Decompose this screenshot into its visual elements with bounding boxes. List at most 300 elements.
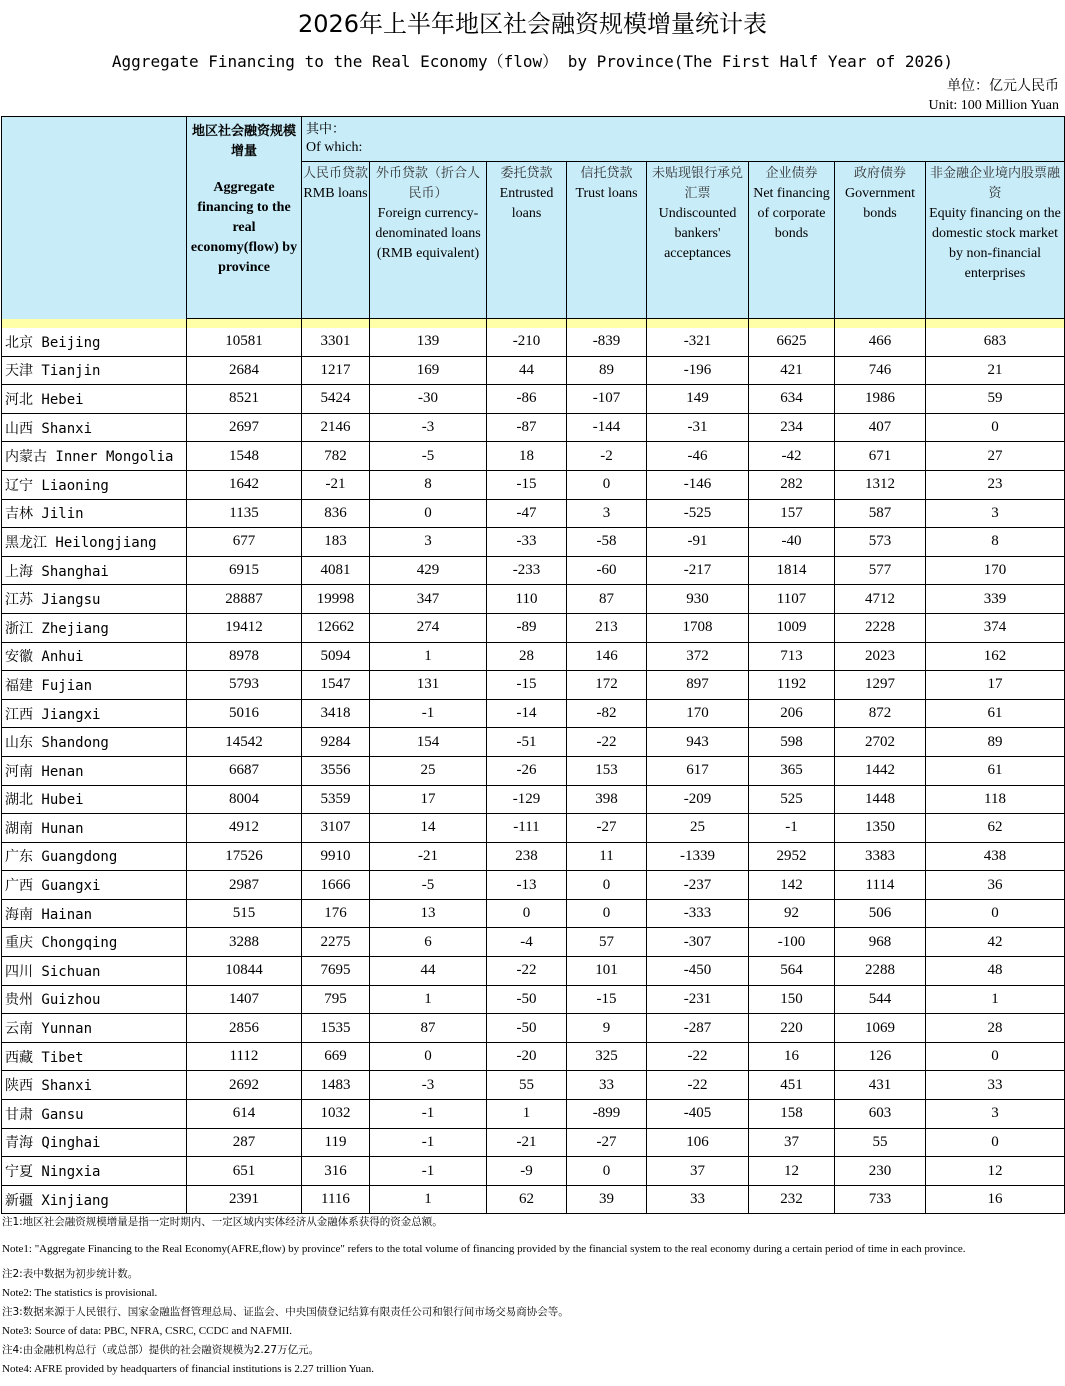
value-cell: -21 [370,842,487,871]
value-cell: 614 [187,1100,302,1129]
value-cell: 795 [302,985,370,1014]
value-cell: -50 [487,985,567,1014]
value-cell: 634 [749,385,835,414]
value-cell: 14542 [187,728,302,757]
value-cell: -1 [749,814,835,843]
value-cell: 16 [749,1042,835,1071]
value-cell: 62 [926,814,1065,843]
note-line: Note3: Source of data: PBC, NFRA, CSRC, CCDC and NAFMII. [2,1325,292,1337]
value-cell: 872 [835,699,926,728]
value-cell: 12 [749,1157,835,1186]
value-cell: -82 [567,699,647,728]
value-cell: 8 [370,470,487,499]
value-cell: 28 [487,642,567,671]
value-cell: 4712 [835,585,926,614]
value-cell: -287 [647,1014,749,1043]
header-aggregate-en: Aggregate financing to the real economy(flow) by province [190,180,298,275]
value-cell: 55 [835,1128,926,1157]
table-row [2,899,1065,928]
value-cell: 25 [370,756,487,785]
value-cell: 2228 [835,613,926,642]
region-name-cell: 辽宁 Liaoning [2,470,187,499]
value-cell: 431 [835,1071,926,1100]
table-row [2,699,1065,728]
value-cell: 943 [647,728,749,757]
value-cell: 3 [370,528,487,557]
value-cell: 36 [926,871,1065,900]
value-cell: 2391 [187,1185,302,1214]
value-cell: -22 [567,728,647,757]
value-cell: 17 [370,785,487,814]
header-column-en: Trust loans [575,186,638,201]
financing-table [1,116,1065,1214]
value-cell: 1069 [835,1014,926,1043]
value-cell: 55 [487,1071,567,1100]
value-cell: 206 [749,699,835,728]
value-cell: -14 [487,699,567,728]
value-cell: 0 [926,899,1065,928]
value-cell: 1642 [187,470,302,499]
value-cell: -89 [487,613,567,642]
value-cell: 0 [567,1157,647,1186]
region-name-cell: 重庆 Chongqing [2,928,187,957]
value-cell: 9 [567,1014,647,1043]
region-name-cell: 贵州 Guizhou [2,985,187,1014]
value-cell: -1 [370,1100,487,1129]
value-cell: 234 [749,413,835,442]
header-column-cn: 信托贷款 [580,166,633,181]
value-cell: 421 [749,356,835,385]
value-cell: 172 [567,671,647,700]
value-cell: -307 [647,928,749,957]
value-cell: 1009 [749,613,835,642]
value-cell: 677 [187,528,302,557]
region-name-cell: 西藏 Tibet [2,1042,187,1071]
value-cell: 37 [647,1157,749,1186]
value-cell: 2697 [187,413,302,442]
table-row [2,442,1065,471]
value-cell: 3383 [835,842,926,871]
header-of-which [302,117,1065,162]
value-cell: 87 [567,585,647,614]
value-cell: 9284 [302,728,370,757]
value-cell: 0 [370,499,487,528]
header-aggregate [187,117,302,319]
value-cell: 48 [926,957,1065,986]
region-name-cell: 甘肃 Gansu [2,1100,187,1129]
value-cell: 836 [302,499,370,528]
value-cell: 232 [749,1185,835,1214]
table-row [2,871,1065,900]
header-column [487,162,567,319]
region-name-cell: 天津 Tianjin [2,356,187,385]
unit-label-cn: 单位：亿元人民币 [947,78,1059,94]
value-cell: -146 [647,470,749,499]
value-cell: -13 [487,871,567,900]
value-cell: 61 [926,756,1065,785]
region-name-cell: 浙江 Zhejiang [2,613,187,642]
value-cell: -9 [487,1157,567,1186]
value-cell: 3556 [302,756,370,785]
value-cell: -217 [647,556,749,585]
value-cell: -26 [487,756,567,785]
table-row [2,928,1065,957]
table-row [2,814,1065,843]
value-cell: 17 [926,671,1065,700]
value-cell: 1814 [749,556,835,585]
value-cell: 1192 [749,671,835,700]
header-column [926,162,1065,319]
value-cell: 13 [370,899,487,928]
value-cell: 274 [370,613,487,642]
value-cell: 5016 [187,699,302,728]
value-cell: 466 [835,328,926,356]
header-column-en: Entrusted loans [499,186,554,221]
value-cell: 5094 [302,642,370,671]
value-cell: 33 [647,1185,749,1214]
value-cell: 617 [647,756,749,785]
table-row [2,356,1065,385]
value-cell: 0 [370,1042,487,1071]
value-cell: 325 [567,1042,647,1071]
value-cell: 126 [835,1042,926,1071]
value-cell: 5793 [187,671,302,700]
header-column-cn: 未贴现银行承兑汇票 [651,166,743,201]
value-cell: -86 [487,385,567,414]
value-cell: 42 [926,928,1065,957]
region-name-cell: 北京 Beijing [2,328,187,356]
table-row [2,842,1065,871]
value-cell: 930 [647,585,749,614]
value-cell: 119 [302,1128,370,1157]
page-title: 2026年上半年地区社会融资规模增量统计表 [297,10,768,38]
table-row [2,985,1065,1014]
value-cell: 154 [370,728,487,757]
value-cell: 0 [926,1042,1065,1071]
value-cell: 0 [567,899,647,928]
value-cell: 515 [187,899,302,928]
value-cell: -58 [567,528,647,557]
region-name-cell: 云南 Yunnan [2,1014,187,1043]
value-cell: 1407 [187,985,302,1014]
value-cell: -27 [567,1128,647,1157]
table-row [2,499,1065,528]
table-row [2,413,1065,442]
region-name-cell: 青海 Qinghai [2,1128,187,1157]
value-cell: 142 [749,871,835,900]
value-cell: -91 [647,528,749,557]
region-name-cell: 新疆 Xinjiang [2,1185,187,1214]
value-cell: 1535 [302,1014,370,1043]
region-name-cell: 湖南 Hunan [2,814,187,843]
value-cell: 1116 [302,1185,370,1214]
value-cell: 598 [749,728,835,757]
value-cell: 2952 [749,842,835,871]
table-row [2,328,1065,356]
value-cell: 2288 [835,957,926,986]
value-cell: 8004 [187,785,302,814]
value-cell: 1708 [647,613,749,642]
value-cell: 213 [567,613,647,642]
value-cell: 1483 [302,1071,370,1100]
value-cell: 603 [835,1100,926,1129]
value-cell: -3 [370,1071,487,1100]
value-cell: 6687 [187,756,302,785]
value-cell: 27 [926,442,1065,471]
region-name-cell: 河南 Henan [2,756,187,785]
value-cell: 1112 [187,1042,302,1071]
value-cell: 110 [487,585,567,614]
value-cell: 139 [370,328,487,356]
region-name-cell: 内蒙古 Inner Mongolia [2,442,187,471]
header-column-en: Government bonds [845,186,915,221]
header-column [567,162,647,319]
value-cell: 0 [567,470,647,499]
value-cell: -405 [647,1100,749,1129]
table-row [2,1157,1065,1186]
header-column [370,162,487,319]
region-name-cell: 吉林 Jilin [2,499,187,528]
region-name-cell: 江西 Jiangxi [2,699,187,728]
value-cell: 1547 [302,671,370,700]
value-cell: -107 [567,385,647,414]
header-column [647,162,749,319]
value-cell: -15 [487,470,567,499]
value-cell: 18 [487,442,567,471]
value-cell: 59 [926,385,1065,414]
value-cell: -51 [487,728,567,757]
value-cell: 733 [835,1185,926,1214]
region-name-cell: 山西 Shanxi [2,413,187,442]
value-cell: 238 [487,842,567,871]
value-cell: 131 [370,671,487,700]
header-column-cn: 政府债券 [853,166,906,181]
value-cell: -2 [567,442,647,471]
value-cell: 365 [749,756,835,785]
value-cell: 3288 [187,928,302,957]
value-cell: -20 [487,1042,567,1071]
value-cell: 44 [370,957,487,986]
value-cell: 2275 [302,928,370,957]
value-cell: 287 [187,1128,302,1157]
value-cell: 0 [926,413,1065,442]
value-cell: -22 [487,957,567,986]
value-cell: -31 [647,413,749,442]
notes [2,1216,1062,1376]
region-name-cell: 陕西 Shanxi [2,1071,187,1100]
table-row [2,385,1065,414]
value-cell: 564 [749,957,835,986]
value-cell: 61 [926,699,1065,728]
value-cell: 169 [370,356,487,385]
value-cell: -5 [370,442,487,471]
value-cell: 23 [926,470,1065,499]
unit-label-en: Unit: 100 Million Yuan [928,98,1059,113]
value-cell: 149 [647,385,749,414]
note-line: 注3:数据来源于人民银行、国家金融监督管理总局、证监会、中央国债登记结算有限责任公司和银行间市场交易商协会等。 [2,1306,569,1318]
note-line: Note1: "Aggregate Financing to the Real Economy(AFRE,flow) by province" refers to the total volume of financing provided by the financial system to the real economy during a certain period of time in each province. [2,1243,966,1255]
value-cell: -321 [647,328,749,356]
value-cell: -22 [647,1071,749,1100]
value-cell: 37 [749,1128,835,1157]
value-cell: 451 [749,1071,835,1100]
header-column-cn: 人民币贷款 [302,166,368,181]
value-cell: 374 [926,613,1065,642]
value-cell: 153 [567,756,647,785]
value-cell: 8978 [187,642,302,671]
value-cell: 316 [302,1157,370,1186]
header-region [2,117,187,319]
value-cell: 1442 [835,756,926,785]
region-name-cell: 海南 Hainan [2,899,187,928]
value-cell: 10844 [187,957,302,986]
value-cell: -47 [487,499,567,528]
value-cell: -5 [370,871,487,900]
value-cell: 220 [749,1014,835,1043]
header-column-cn: 外币贷款（折合人民币） [375,166,480,201]
value-cell: 1297 [835,671,926,700]
value-cell: 968 [835,928,926,957]
region-name-cell: 江苏 Jiangsu [2,585,187,614]
value-cell: 158 [749,1100,835,1129]
value-cell: 713 [749,642,835,671]
value-cell: -129 [487,785,567,814]
header-column-cn: 非金融企业境内股票融资 [930,166,1061,201]
value-cell: 12662 [302,613,370,642]
header-column-en: RMB loans [303,186,368,201]
table-row [2,470,1065,499]
value-cell: -40 [749,528,835,557]
value-cell: 8 [926,528,1065,557]
table-row [2,728,1065,757]
value-cell: 544 [835,985,926,1014]
value-cell: 62 [487,1185,567,1214]
header-column-en: Equity financing on the domestic stock market by non-financial enterprises [929,206,1061,281]
value-cell: 6625 [749,328,835,356]
note-line: Note4: AFRE provided by headquarters of financial institutions is 2.27 trillion Yuan. [2,1363,375,1375]
value-cell: 897 [647,671,749,700]
value-cell: 577 [835,556,926,585]
value-cell: 671 [835,442,926,471]
header-column [302,162,370,319]
value-cell: 782 [302,442,370,471]
value-cell: -21 [487,1128,567,1157]
value-cell: 19412 [187,613,302,642]
value-cell: 4912 [187,814,302,843]
value-cell: 2023 [835,642,926,671]
value-cell: 587 [835,499,926,528]
value-cell: 57 [567,928,647,957]
value-cell: -237 [647,871,749,900]
value-cell: 407 [835,413,926,442]
value-cell: -100 [749,928,835,957]
note-line: 注2:表中数据为初步统计数。 [2,1268,139,1280]
value-cell: 106 [647,1128,749,1157]
value-cell: 0 [487,899,567,928]
value-cell: -15 [567,985,647,1014]
table-row [2,957,1065,986]
table-row [2,671,1065,700]
value-cell: 3 [926,1100,1065,1129]
value-cell: 6915 [187,556,302,585]
value-cell: -1339 [647,842,749,871]
value-cell: 3418 [302,699,370,728]
header-column-cn: 企业债券 [765,166,818,181]
value-cell: 429 [370,556,487,585]
value-cell: 146 [567,642,647,671]
value-cell: 12 [926,1157,1065,1186]
value-cell: -111 [487,814,567,843]
value-cell: 92 [749,899,835,928]
value-cell: 4081 [302,556,370,585]
value-cell: 19998 [302,585,370,614]
value-cell: 398 [567,785,647,814]
note-line: 注4:由金融机构总行（或总部）提供的社会融资规模为2.27万亿元。 [2,1344,320,1356]
value-cell: 3 [926,499,1065,528]
region-name-cell: 河北 Hebei [2,385,187,414]
value-cell: -3 [370,413,487,442]
value-cell: 1135 [187,499,302,528]
value-cell: 0 [926,1128,1065,1157]
value-cell: 8521 [187,385,302,414]
value-cell: 230 [835,1157,926,1186]
value-cell: 1312 [835,470,926,499]
header-of-which-en: Of which: [306,140,363,155]
value-cell: 2692 [187,1071,302,1100]
value-cell: -1 [370,699,487,728]
value-cell: 438 [926,842,1065,871]
region-name-cell: 四川 Sichuan [2,957,187,986]
value-cell: -333 [647,899,749,928]
value-cell: -899 [567,1100,647,1129]
value-cell: 14 [370,814,487,843]
value-cell: -525 [647,499,749,528]
value-cell: -27 [567,814,647,843]
value-cell: 5359 [302,785,370,814]
header-column [835,162,926,319]
value-cell: 89 [926,728,1065,757]
value-cell: 5424 [302,385,370,414]
value-cell: -30 [370,385,487,414]
value-cell: 2146 [302,413,370,442]
value-cell: -33 [487,528,567,557]
value-cell: 162 [926,642,1065,671]
value-cell: 1 [926,985,1065,1014]
value-cell: -1 [370,1128,487,1157]
value-cell: -46 [647,442,749,471]
value-cell: 6 [370,928,487,957]
value-cell: -87 [487,413,567,442]
value-cell: 39 [567,1185,647,1214]
value-cell: -231 [647,985,749,1014]
table-row [2,756,1065,785]
value-cell: 150 [749,985,835,1014]
value-cell: -839 [567,328,647,356]
table-row [2,785,1065,814]
value-cell: 2856 [187,1014,302,1043]
value-cell: 16 [926,1185,1065,1214]
region-name-cell: 上海 Shanghai [2,556,187,585]
table-row [2,1014,1065,1043]
header-divider-stripe [2,319,1065,329]
value-cell: 10581 [187,328,302,356]
value-cell: -4 [487,928,567,957]
value-cell: 347 [370,585,487,614]
value-cell: 3301 [302,328,370,356]
region-name-cell: 广西 Guangxi [2,871,187,900]
value-cell: 28887 [187,585,302,614]
value-cell: 21 [926,356,1065,385]
